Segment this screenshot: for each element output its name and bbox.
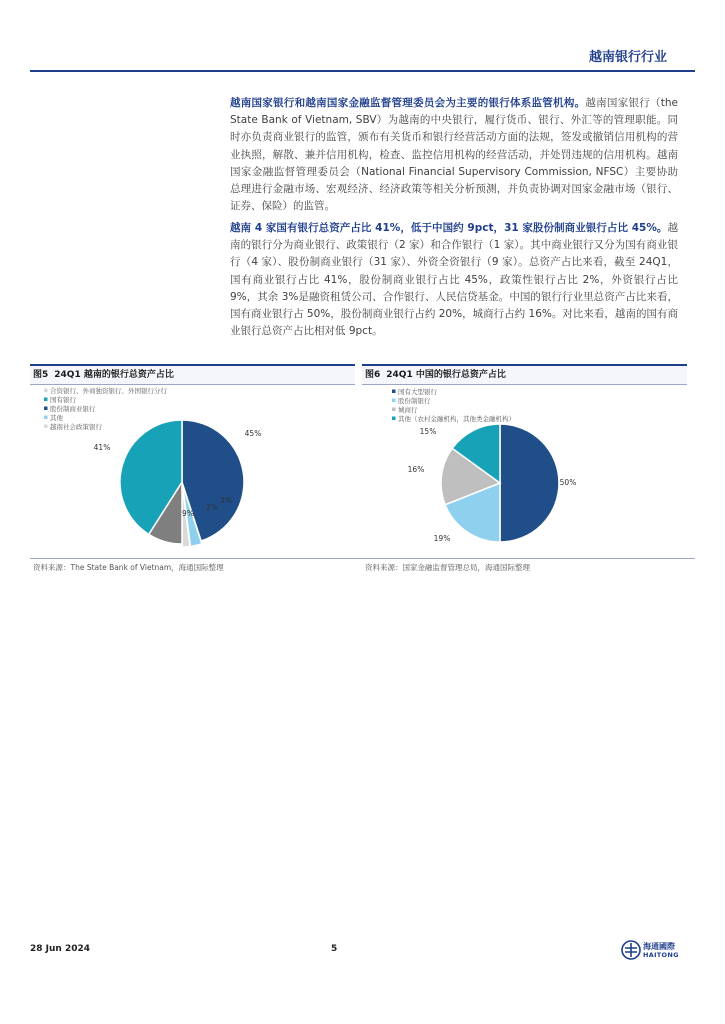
figure-china-pie — [362, 364, 687, 569]
footer-date: 28 Jun 2024 — [30, 944, 91, 954]
legend-swatch — [392, 390, 396, 394]
figure-source: 资料来源：国家金融监督管理总局，海通国际整理 — [365, 563, 530, 572]
haitong-logo-icon — [621, 940, 641, 960]
paragraph-lead: 越南 4 家国有银行总资产占比 41%，低于中国约 9pct，31 家股份制商业银行占比 45%。 — [230, 222, 668, 234]
paragraph-body: 越南的银行分为商业银行、政策银行（2 家）和合作银行（1 家）。其中商业银行又分为国有商业银行（4 家）、股份制商业银行（31 家）、外资全资银行（9 家）。总资产占比来看，截至 24Q1，国有商业银行占比 41%，股份制商业银行占比 45%，政策性银行占比 2%，外资银行占比 9%，其余 3%是融资租赁公司、合作银行、人民信贷基金。中国的银行行业里总资产占比来看，国有商业银行占 50%，股份制商业银行占约 20%，城商行占约 16%。对比来看，越南的国有商业银行总资产占比相对低 9pct。 — [230, 222, 678, 338]
legend-swatch — [392, 408, 396, 412]
figure-number: 图6 — [365, 370, 381, 380]
slice-label: 50% — [559, 478, 577, 487]
slice-label: 41% — [93, 443, 111, 452]
figure-source: 资料来源：The State Bank of Vietnam，海通国际整理 — [33, 563, 224, 572]
legend-swatch — [392, 399, 396, 403]
legend-label: 股份制商业银行 — [50, 405, 96, 413]
legend-swatch — [44, 425, 48, 429]
pie-slice — [500, 424, 559, 542]
slice-label: 19% — [433, 534, 451, 543]
china-pie-chart — [362, 386, 687, 554]
figure-vietnam-pie — [30, 364, 355, 569]
legend-label: 合资银行、外商独资银行、外国银行分行 — [50, 387, 167, 395]
legend-swatch — [44, 398, 48, 402]
paragraph-body: 越南国家银行（the State Bank of Vietnam, SBV）为越南的中央银行，履行货币、银行、外汇等的管理职能。同时亦负责商业银行的监管，颁布有关货币和银行经营活动方面的法规，签发或撤销信用机构的营业执照，解散、兼并信用机构，检查、监控信用机构的经营活动，并处罚违规的信用机构。越南国家金融监督管理委员会（National Financial Supervisory Commission, NFSC）主要协助总理进行金融市场、宏观经济、经济政策等相关分析预测，并负责协调对国家金融市场（银行、证券、保险）的监管。 — [230, 97, 679, 213]
chart-legend — [392, 387, 515, 423]
legend-label: 其他（农村金融机构，其他类金融机构） — [398, 415, 515, 423]
slice-label: 3% — [220, 496, 232, 505]
legend-label: 城商行 — [398, 406, 418, 414]
legend-label: 国有大型银行 — [398, 388, 437, 396]
legend-swatch — [44, 389, 48, 393]
figure-caption: 24Q1 越南的银行总资产占比 — [54, 370, 174, 380]
paragraph-lead: 越南国家银行和越南国家金融监督管理委员会为主要的银行体系监管机构。 — [230, 97, 586, 109]
source-divider — [30, 558, 695, 559]
slice-label: 16% — [407, 465, 425, 474]
logo-cn-text: 海通國際 — [643, 942, 675, 951]
slice-label: 9% — [182, 509, 194, 518]
figure-caption: 24Q1 中国的银行总资产占比 — [386, 370, 506, 380]
page-number: 5 — [331, 944, 338, 954]
haitong-logo — [621, 940, 681, 962]
header-divider — [30, 70, 695, 72]
figure-title — [30, 364, 355, 385]
legend-label: 国有银行 — [50, 396, 76, 404]
legend-swatch — [44, 407, 48, 411]
slice-label: 2% — [206, 503, 218, 512]
figure-title — [362, 364, 687, 385]
header-title: 越南银行行业 — [588, 50, 667, 65]
paragraph-regulators — [230, 95, 678, 215]
legend-swatch — [44, 416, 48, 420]
chart-legend — [44, 386, 168, 431]
figure-number: 图5 — [33, 370, 49, 380]
legend-label: 股份制银行 — [398, 397, 431, 405]
paragraph-asset-share — [230, 220, 678, 340]
logo-en-text: HAITONG — [643, 951, 679, 959]
legend-label: 其他 — [50, 414, 63, 422]
slice-label: 15% — [419, 427, 437, 436]
vietnam-pie-chart — [30, 386, 355, 554]
slice-label: 45% — [244, 429, 262, 438]
legend-swatch — [392, 417, 396, 421]
legend-label: 越南社会政策银行 — [50, 423, 102, 431]
